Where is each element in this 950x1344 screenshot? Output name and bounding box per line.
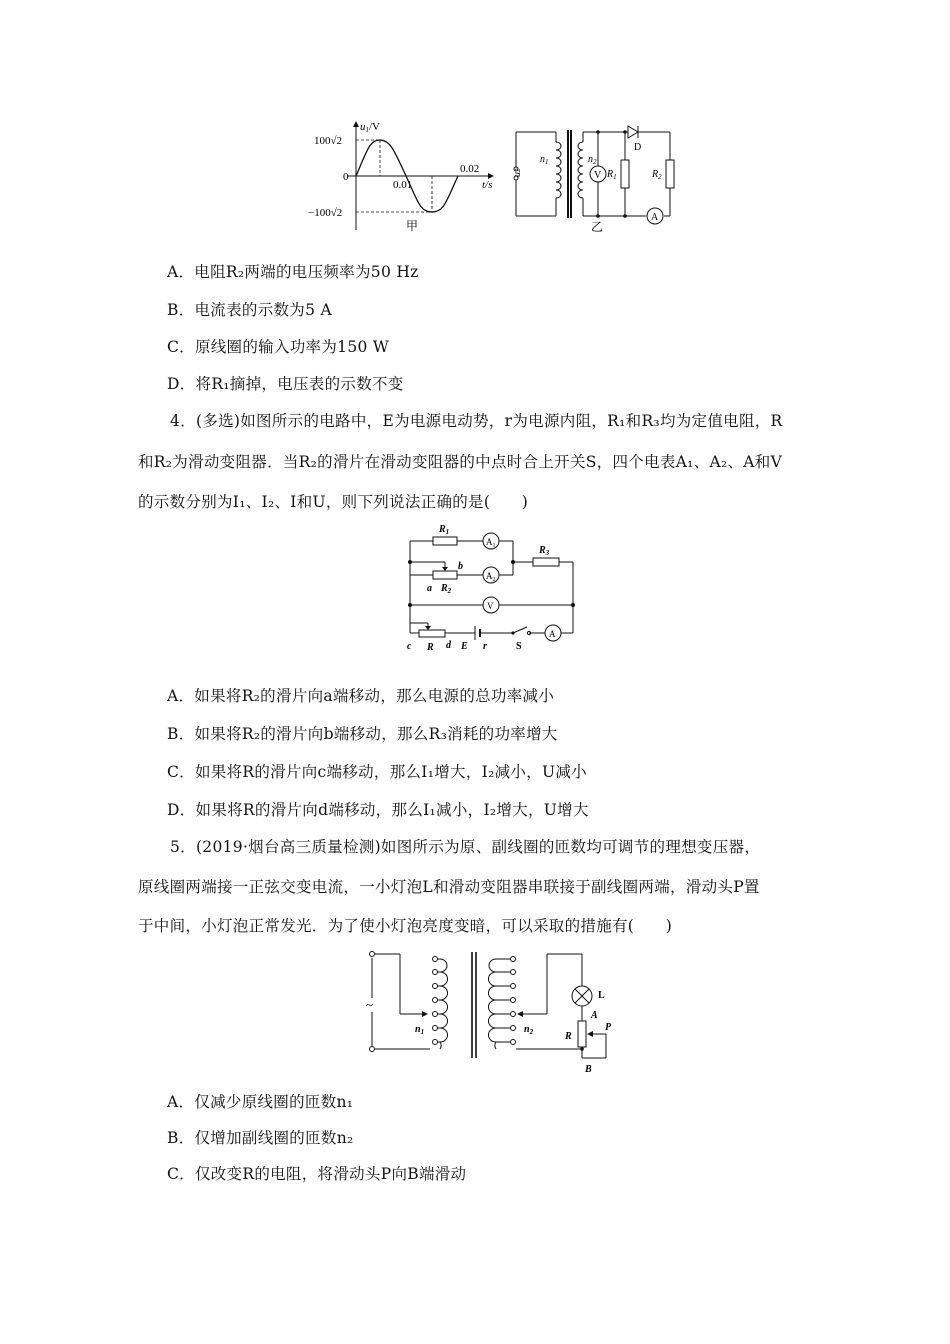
resistor-r1 bbox=[433, 537, 457, 545]
q3-option-c: C．原线圈的输入功率为150 W bbox=[167, 338, 390, 356]
r3-label: $R_3$ bbox=[539, 545, 550, 557]
r2-label: $R_2$ bbox=[441, 583, 452, 595]
q4-stem-line1: 4．(多选)如图所示的电路中，E为电源电动势，r为电源内阻，R₁和R₃均为定值电阻，R bbox=[170, 412, 783, 430]
secondary-coil bbox=[578, 142, 583, 198]
ac-terminal-top bbox=[370, 952, 375, 957]
resistor-r3 bbox=[533, 558, 559, 566]
ac-source-symbol: ~ bbox=[366, 997, 374, 1012]
q4-stem-line2: 和R₂为滑动变阻器．当R₂的滑片在滑动变阻器的中点时合上开关S，四个电表A₁、A₂、A和V bbox=[138, 453, 783, 471]
q5-stem-line2: 原线圈两端接一正弦交变电流，一小灯泡L和滑动变阻器串联接于副线圈两端，滑动头P置 bbox=[138, 878, 760, 896]
switch-label: S bbox=[516, 641, 522, 652]
transformer-circuit bbox=[508, 122, 688, 232]
rheostat-label: R bbox=[427, 642, 434, 653]
primary-taps bbox=[433, 957, 438, 1045]
n2-label: $n_2$ bbox=[524, 1024, 534, 1036]
sine-voltage-graph bbox=[308, 118, 498, 233]
q5-stem-line1: 5．(2019·烟台高三质量检测)如图所示为原、副线圈的匝数均可调节的理想变压器， bbox=[170, 838, 761, 856]
q4-circuit-diagram bbox=[403, 518, 583, 653]
a1-label: $A_1$ bbox=[486, 537, 496, 549]
r1-label: $R_1$ bbox=[439, 524, 450, 536]
q5-adjustable-transformer-diagram bbox=[360, 946, 635, 1076]
q5-option-a: A．仅减少原线圈的匝数n₁ bbox=[167, 1093, 354, 1111]
y-axis-label: u1/V bbox=[360, 121, 380, 134]
q4-option-a: A．如果将R₂的滑片向a端移动，那么电源的总功率减小 bbox=[167, 687, 555, 705]
a2-label: $A_2$ bbox=[486, 571, 496, 583]
voltmeter-label: V bbox=[487, 601, 494, 611]
switch-s bbox=[513, 627, 527, 633]
resistor-r2 bbox=[433, 571, 457, 579]
origin-label: 0 bbox=[343, 171, 349, 183]
r2-end-a: a bbox=[427, 583, 432, 594]
voltmeter-label: V bbox=[594, 170, 602, 181]
diode-label: D bbox=[634, 142, 642, 153]
q5-option-c: C．仅改变R的电阻，将滑动头P向B端滑动 bbox=[167, 1165, 467, 1183]
q3-option-b: B．电流表的示数为5 A bbox=[167, 301, 332, 319]
internal-resistance-label: r bbox=[483, 641, 487, 652]
secondary-taps bbox=[511, 957, 516, 1045]
n1-label: $n_1$ bbox=[540, 154, 549, 166]
q4-stem-line3: 的示数分别为I₁、I₂、I和U，则下列说法正确的是( ) bbox=[138, 493, 529, 511]
primary-coil bbox=[440, 959, 448, 1049]
rheostat-end-a: A bbox=[591, 1010, 598, 1021]
q3-option-d: D．将R₁摘掉，电压表的示数不变 bbox=[167, 375, 404, 393]
q3-option-a: A．电阻R₂两端的电压频率为50 Hz bbox=[167, 263, 419, 281]
n1-label: $n_1$ bbox=[415, 1024, 425, 1036]
n2-label: $n_2$ bbox=[588, 154, 597, 166]
slider-p-label: P bbox=[605, 1022, 612, 1033]
q4-option-d: D．如果将R的滑片向d端移动，那么I₁减小，I₂增大，U增大 bbox=[167, 801, 589, 819]
graph-caption: 甲 bbox=[406, 219, 419, 233]
ammeter-label: A bbox=[549, 629, 556, 639]
rheostat-end-d: d bbox=[446, 640, 451, 651]
ac-terminal-bottom bbox=[370, 1047, 375, 1052]
u2-label: u2 bbox=[512, 168, 523, 177]
resistor-r2 bbox=[666, 160, 674, 188]
q5-option-b: B．仅增加副线圈的匝数n₂ bbox=[167, 1129, 354, 1147]
rheostat-r bbox=[578, 1021, 586, 1047]
diode bbox=[628, 126, 638, 138]
rheostat-label: R bbox=[565, 1031, 572, 1042]
secondary-coil bbox=[488, 959, 496, 1049]
rheostat-r bbox=[419, 630, 445, 637]
r2-end-b: b bbox=[458, 561, 463, 572]
y-min-label: −100√2 bbox=[308, 207, 343, 219]
rheostat-end-b: B bbox=[585, 1064, 592, 1075]
q4-option-c: C．如果将R的滑片向c端移动，那么I₁增大，I₂减小，U减小 bbox=[167, 763, 587, 781]
r1-label: $R_1$ bbox=[607, 169, 617, 181]
rheostat-end-c: c bbox=[407, 641, 412, 652]
circuit-caption: 乙 bbox=[591, 220, 604, 232]
x-axis-label: t/s bbox=[482, 179, 493, 191]
q5-stem-line3: 于中间，小灯泡正常发光．为了使小灯泡亮度变暗，可以采取的措施有( ) bbox=[138, 917, 673, 935]
t1-label: 0.01 bbox=[393, 179, 413, 191]
emf-label: E bbox=[461, 641, 468, 652]
ammeter-label: A bbox=[651, 212, 659, 223]
q4-option-b: B．如果将R₂的滑片向b端移动，那么R₃消耗的功率增大 bbox=[167, 725, 558, 743]
resistor-r1 bbox=[621, 160, 629, 188]
t2-label: 0.02 bbox=[460, 163, 480, 175]
r2-label: $R_2$ bbox=[652, 169, 662, 181]
y-max-label: 100√2 bbox=[314, 135, 343, 147]
primary-coil bbox=[556, 142, 561, 198]
lamp-label: L bbox=[598, 990, 605, 1001]
